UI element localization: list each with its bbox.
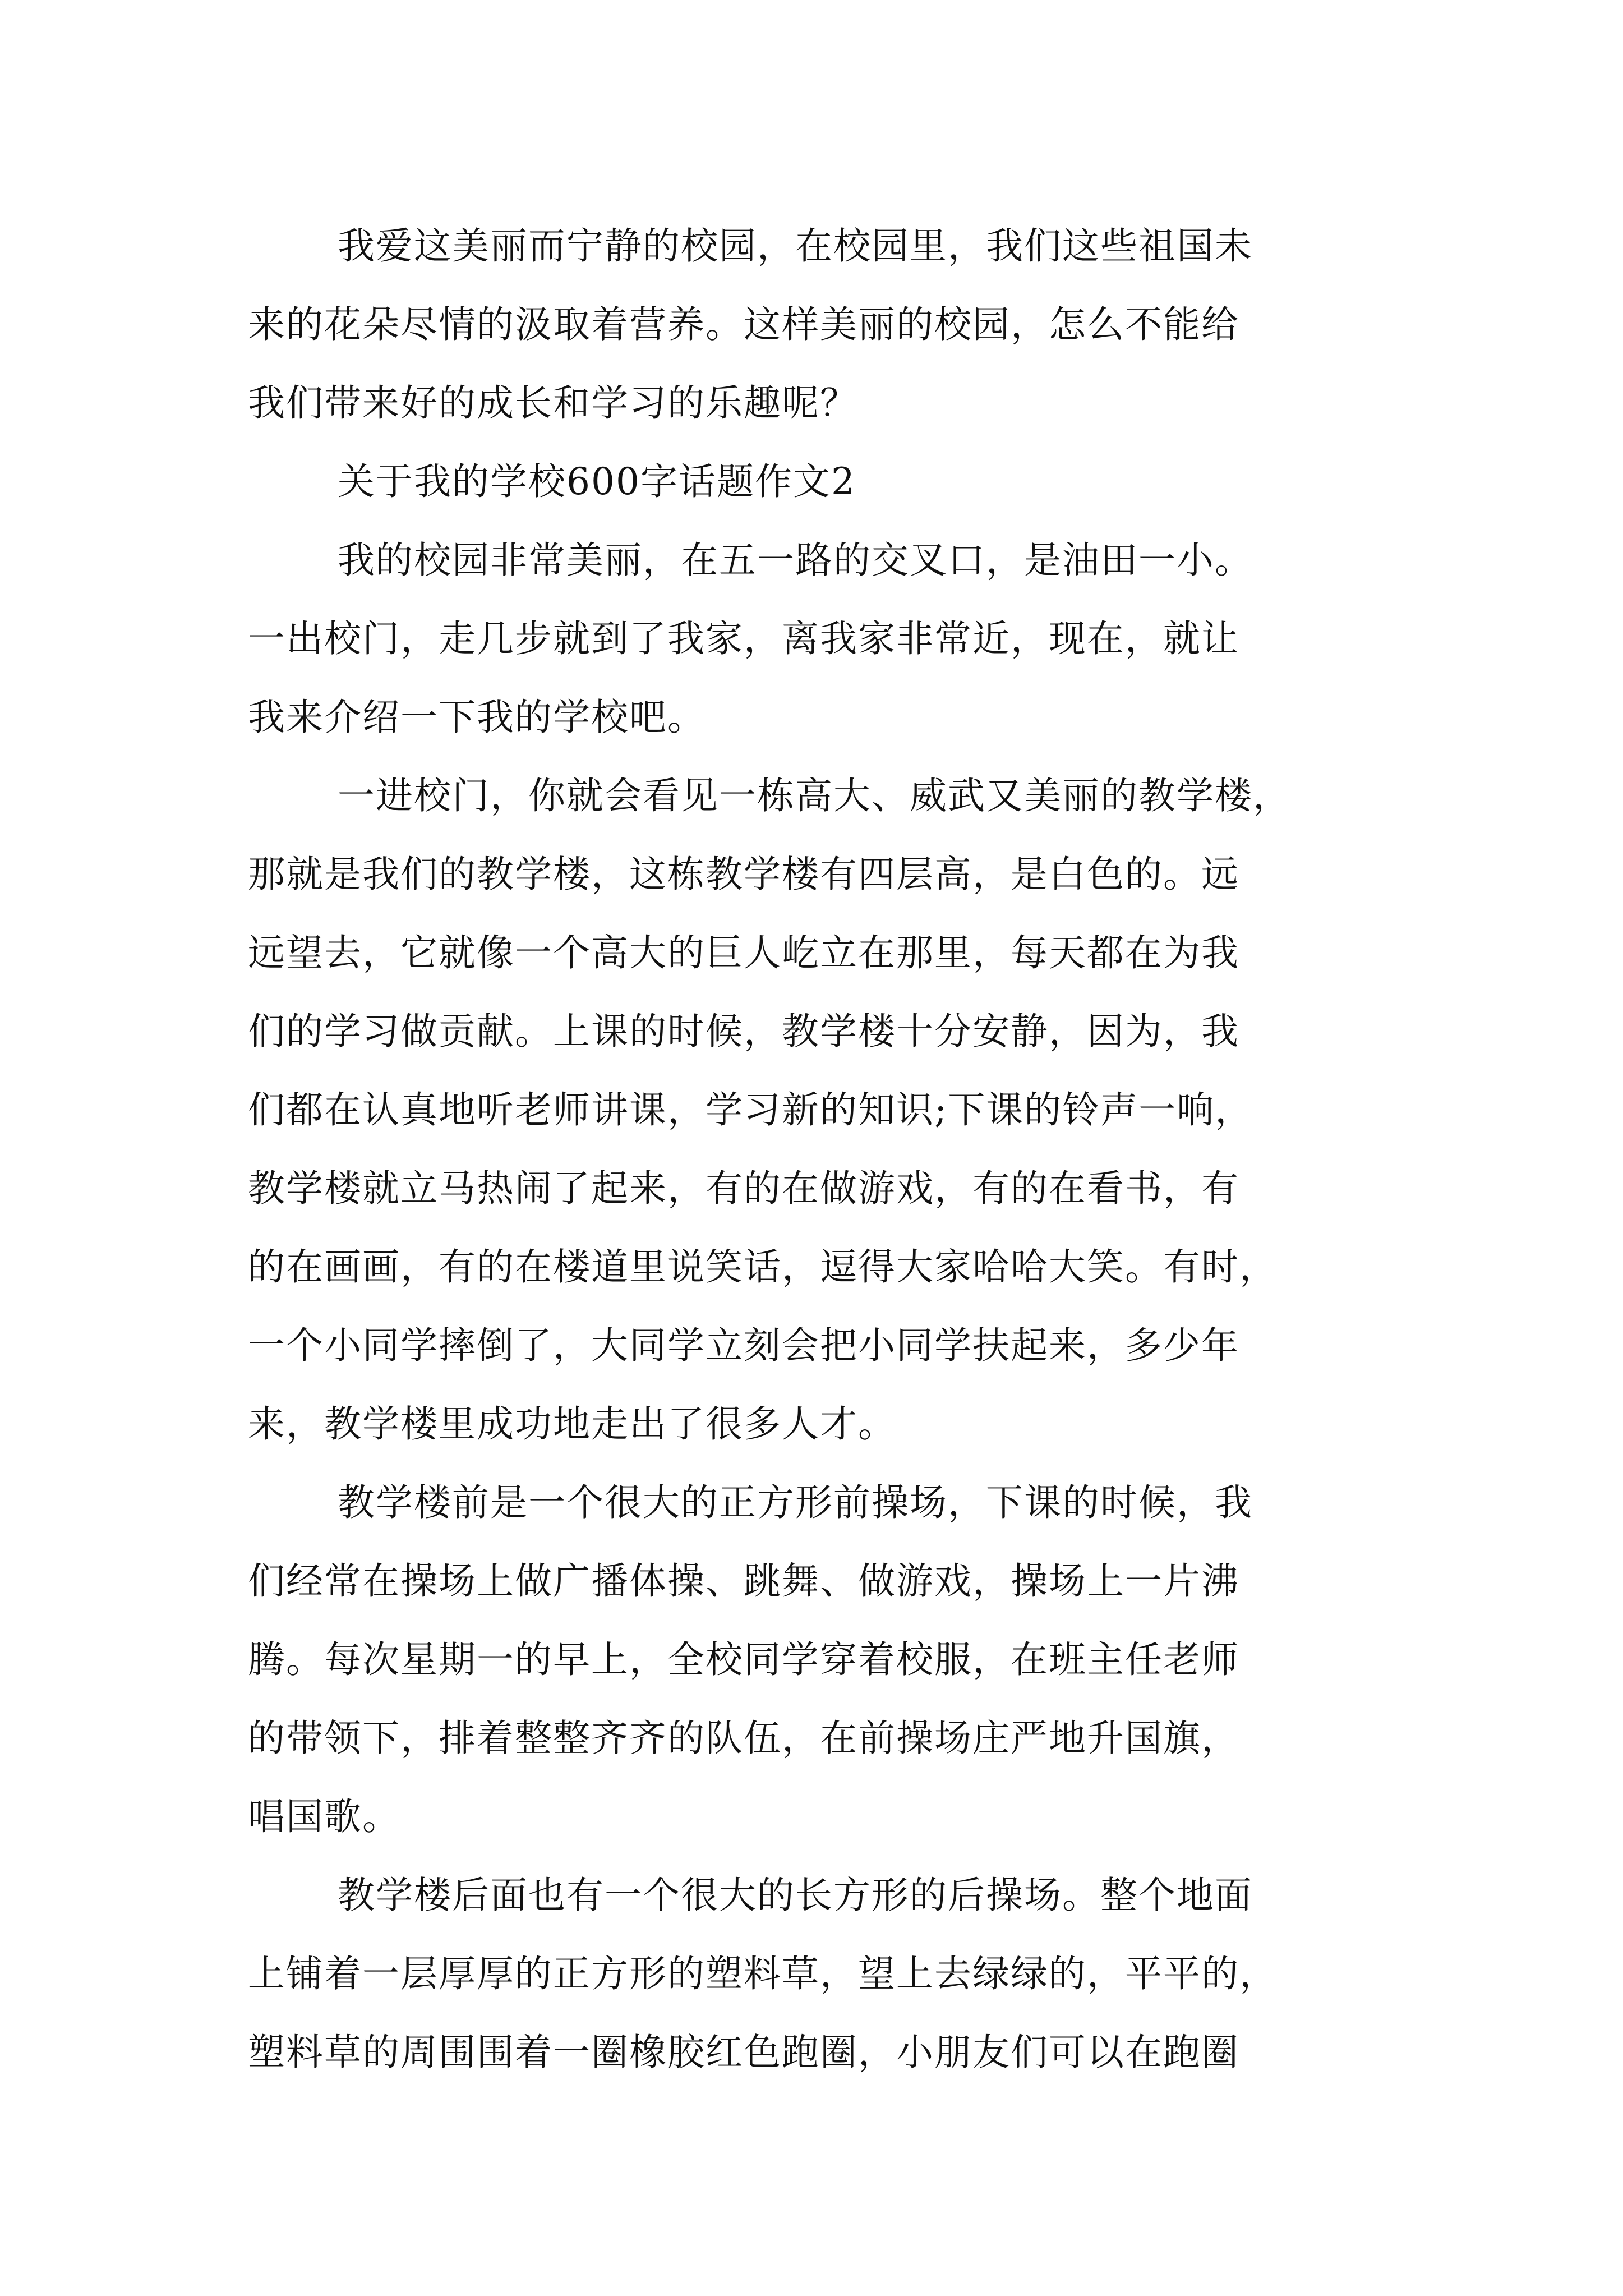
paragraph-line: 那就是我们的教学楼，这栋教学楼有四层高，是白色的。远	[248, 853, 1239, 896]
paragraph-line: 的在画画，有的在楼道里说笑话，逗得大家哈哈大笑。有时，	[248, 1245, 1278, 1289]
paragraph-line: 们的学习做贡献。上课的时候，教学楼十分安静，因为，我	[248, 1010, 1239, 1053]
paragraph-line: 的带领下，排着整整齐齐的队伍，在前操场庄严地升国旗，	[248, 1717, 1239, 1760]
paragraph-line: 们都在认真地听老师讲课，学习新的知识;下课的铃声一响，	[248, 1088, 1253, 1131]
paragraph-line: 来，教学楼里成功地走出了很多人才。	[248, 1402, 896, 1446]
paragraph-line: 们经常在操场上做广播体操、跳舞、做游戏，操场上一片沸	[248, 1559, 1239, 1603]
paragraph-line: 我来介绍一下我的学校吧。	[248, 696, 706, 739]
paragraph-line: 一个小同学摔倒了，大同学立刻会把小同学扶起来，多少年	[248, 1324, 1239, 1367]
paragraph-line: 教学楼前是一个很大的正方形前操场，下课的时候，我	[338, 1481, 1253, 1524]
paragraph-line: 上铺着一层厚厚的正方形的塑料草，望上去绿绿的，平平的，	[248, 1952, 1278, 1995]
paragraph-line: 教学楼后面也有一个很大的长方形的后操场。整个地面	[338, 1874, 1253, 1917]
paragraph-line: 唱国歌。	[248, 1795, 400, 1838]
paragraph-line: 我的校园非常美丽，在五一路的交叉口，是油田一小。	[338, 539, 1253, 582]
paragraph-line: 来的花朵尽情的汲取着营养。这样美丽的校园，怎么不能给	[248, 303, 1239, 346]
paragraph-line: 一出校门，走几步就到了我家，离我家非常近，现在，就让	[248, 617, 1239, 660]
paragraph-line: 腾。每次星期一的早上，全校同学穿着校服，在班主任老师	[248, 1638, 1239, 1681]
paragraph-line: 塑料草的周围围着一圈橡胶红色跑圈，小朋友们可以在跑圈	[248, 2031, 1239, 2074]
paragraph-line: 教学楼就立马热闹了起来，有的在做游戏，有的在看书，有	[248, 1167, 1239, 1210]
paragraph-line: 我们带来好的成长和学习的乐趣呢？	[248, 381, 858, 425]
paragraph-line: 远望去，它就像一个高大的巨人屹立在那里，每天都在为我	[248, 931, 1239, 974]
paragraph-line: 我爱这美丽而宁静的校园，在校园里，我们这些祖国未	[338, 224, 1253, 268]
paragraph-line: 一进校门，你就会看见一栋高大、威武又美丽的教学楼，	[338, 774, 1291, 817]
essay-title: 关于我的学校600字话题作文2	[338, 460, 856, 503]
